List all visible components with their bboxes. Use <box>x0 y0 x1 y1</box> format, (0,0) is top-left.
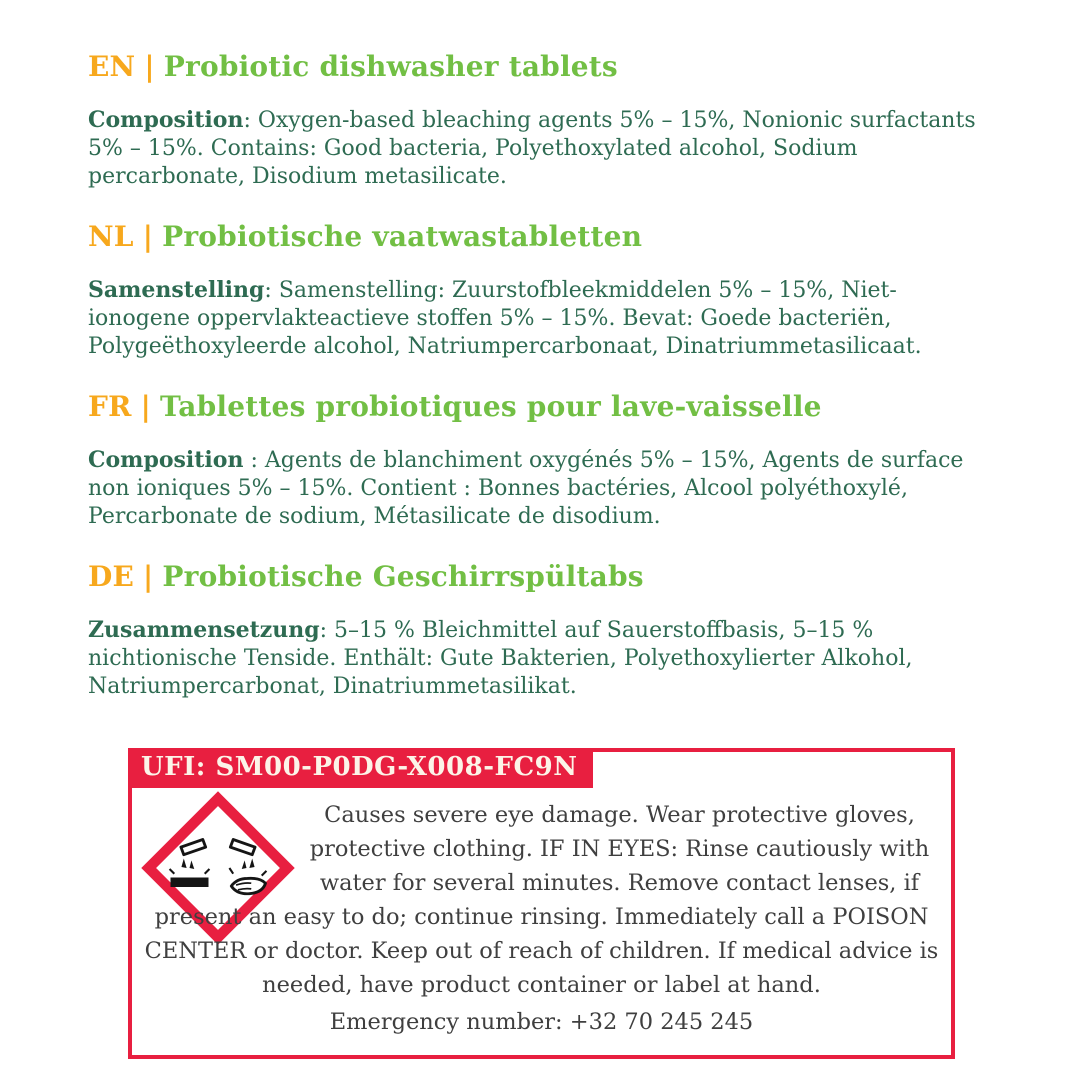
product-title-fr: Tablettes probiotiques pour lave-vaisselle <box>159 390 822 423</box>
composition-label-en: Composition <box>88 107 244 133</box>
section-en <box>88 50 992 191</box>
section-heading-fr <box>88 390 992 423</box>
hazard-box <box>128 748 955 1059</box>
heading-separator: | <box>144 50 155 83</box>
lang-code-nl: NL <box>88 220 134 253</box>
section-fr <box>88 390 992 531</box>
composition-text-en: : Oxygen-based bleaching agents 5% – 15%, Nonionic surfactants 5% – 15%. Contains: Good bacteria, Polyethoxylated alcohol, Sodium percarbonate, Disodium metasilicate. <box>88 108 976 189</box>
composition-paragraph-en <box>88 106 992 191</box>
ufi-banner: UFI: SM00-P0DG-X008-FC9N <box>128 748 593 788</box>
ghs05-corrosive-icon <box>142 792 292 896</box>
composition-label-nl: Samenstelling <box>88 277 265 303</box>
product-title-nl: Probiotische vaatwastabletten <box>162 220 643 253</box>
section-heading-en <box>88 50 992 83</box>
section-de <box>88 560 992 701</box>
composition-paragraph-fr <box>88 446 992 531</box>
composition-text-fr: : Agents de blanchiment oxygénés 5% – 15%, Agents de surface non ioniques 5% – 15%. Contient : Bonnes bactéries, Alcool polyéthoxylé, Percarbonate de sodium, Métasilicate de disodium. <box>88 448 964 529</box>
lang-code-en: EN <box>88 50 136 83</box>
emergency-number: Emergency number: +32 70 245 245 <box>329 1009 754 1035</box>
heading-separator: | <box>142 220 154 253</box>
composition-label-fr: Composition <box>88 447 244 473</box>
heading-separator: | <box>143 560 154 593</box>
lang-code-fr: FR <box>88 390 132 423</box>
composition-paragraph-de <box>88 616 992 701</box>
composition-label-de: Zusammensetzung <box>88 617 320 643</box>
product-title-en: Probiotic dishwasher tablets <box>163 50 618 83</box>
section-heading-de <box>88 560 992 593</box>
section-heading-nl <box>88 220 992 253</box>
composition-text-de: : 5–15 % Bleichmittel auf Sauerstoffbasis, 5–15 % nichtionische Tenside. Enthält: Gute Bakterien, Polyethoxylierter Alkohol, Natriumpercarbonat, Dinatriummetasilikat. <box>88 618 913 699</box>
hazard-statements: Causes severe eye damage. Wear protective gloves, protective clothing. IF IN EYES: Rinse cautiously with water for several minutes. Remove contact lenses, if present an easy to do; continue rinsing. Immediately call a POISON CENTER or doctor. Keep out of reach of children. If medical advice is needed, have product container or label at hand. <box>144 802 939 998</box>
composition-text-nl: : Samenstelling: Zuurstofbleekmiddelen 5% – 15%, Niet-ionogene oppervlakteactieve stoffen 5% – 15%. Bevat: Goede bacteriën, Polygeëthoxyleerde alcohol, Natriumpercarbonaat, Dinatriummetasilicaat. <box>88 278 922 359</box>
product-title-de: Probiotische Geschirrspültabs <box>162 560 644 593</box>
section-nl <box>88 220 992 361</box>
label-document <box>88 50 992 1059</box>
heading-separator: | <box>140 390 151 423</box>
lang-code-de: DE <box>88 560 135 593</box>
composition-paragraph-nl <box>88 276 992 361</box>
